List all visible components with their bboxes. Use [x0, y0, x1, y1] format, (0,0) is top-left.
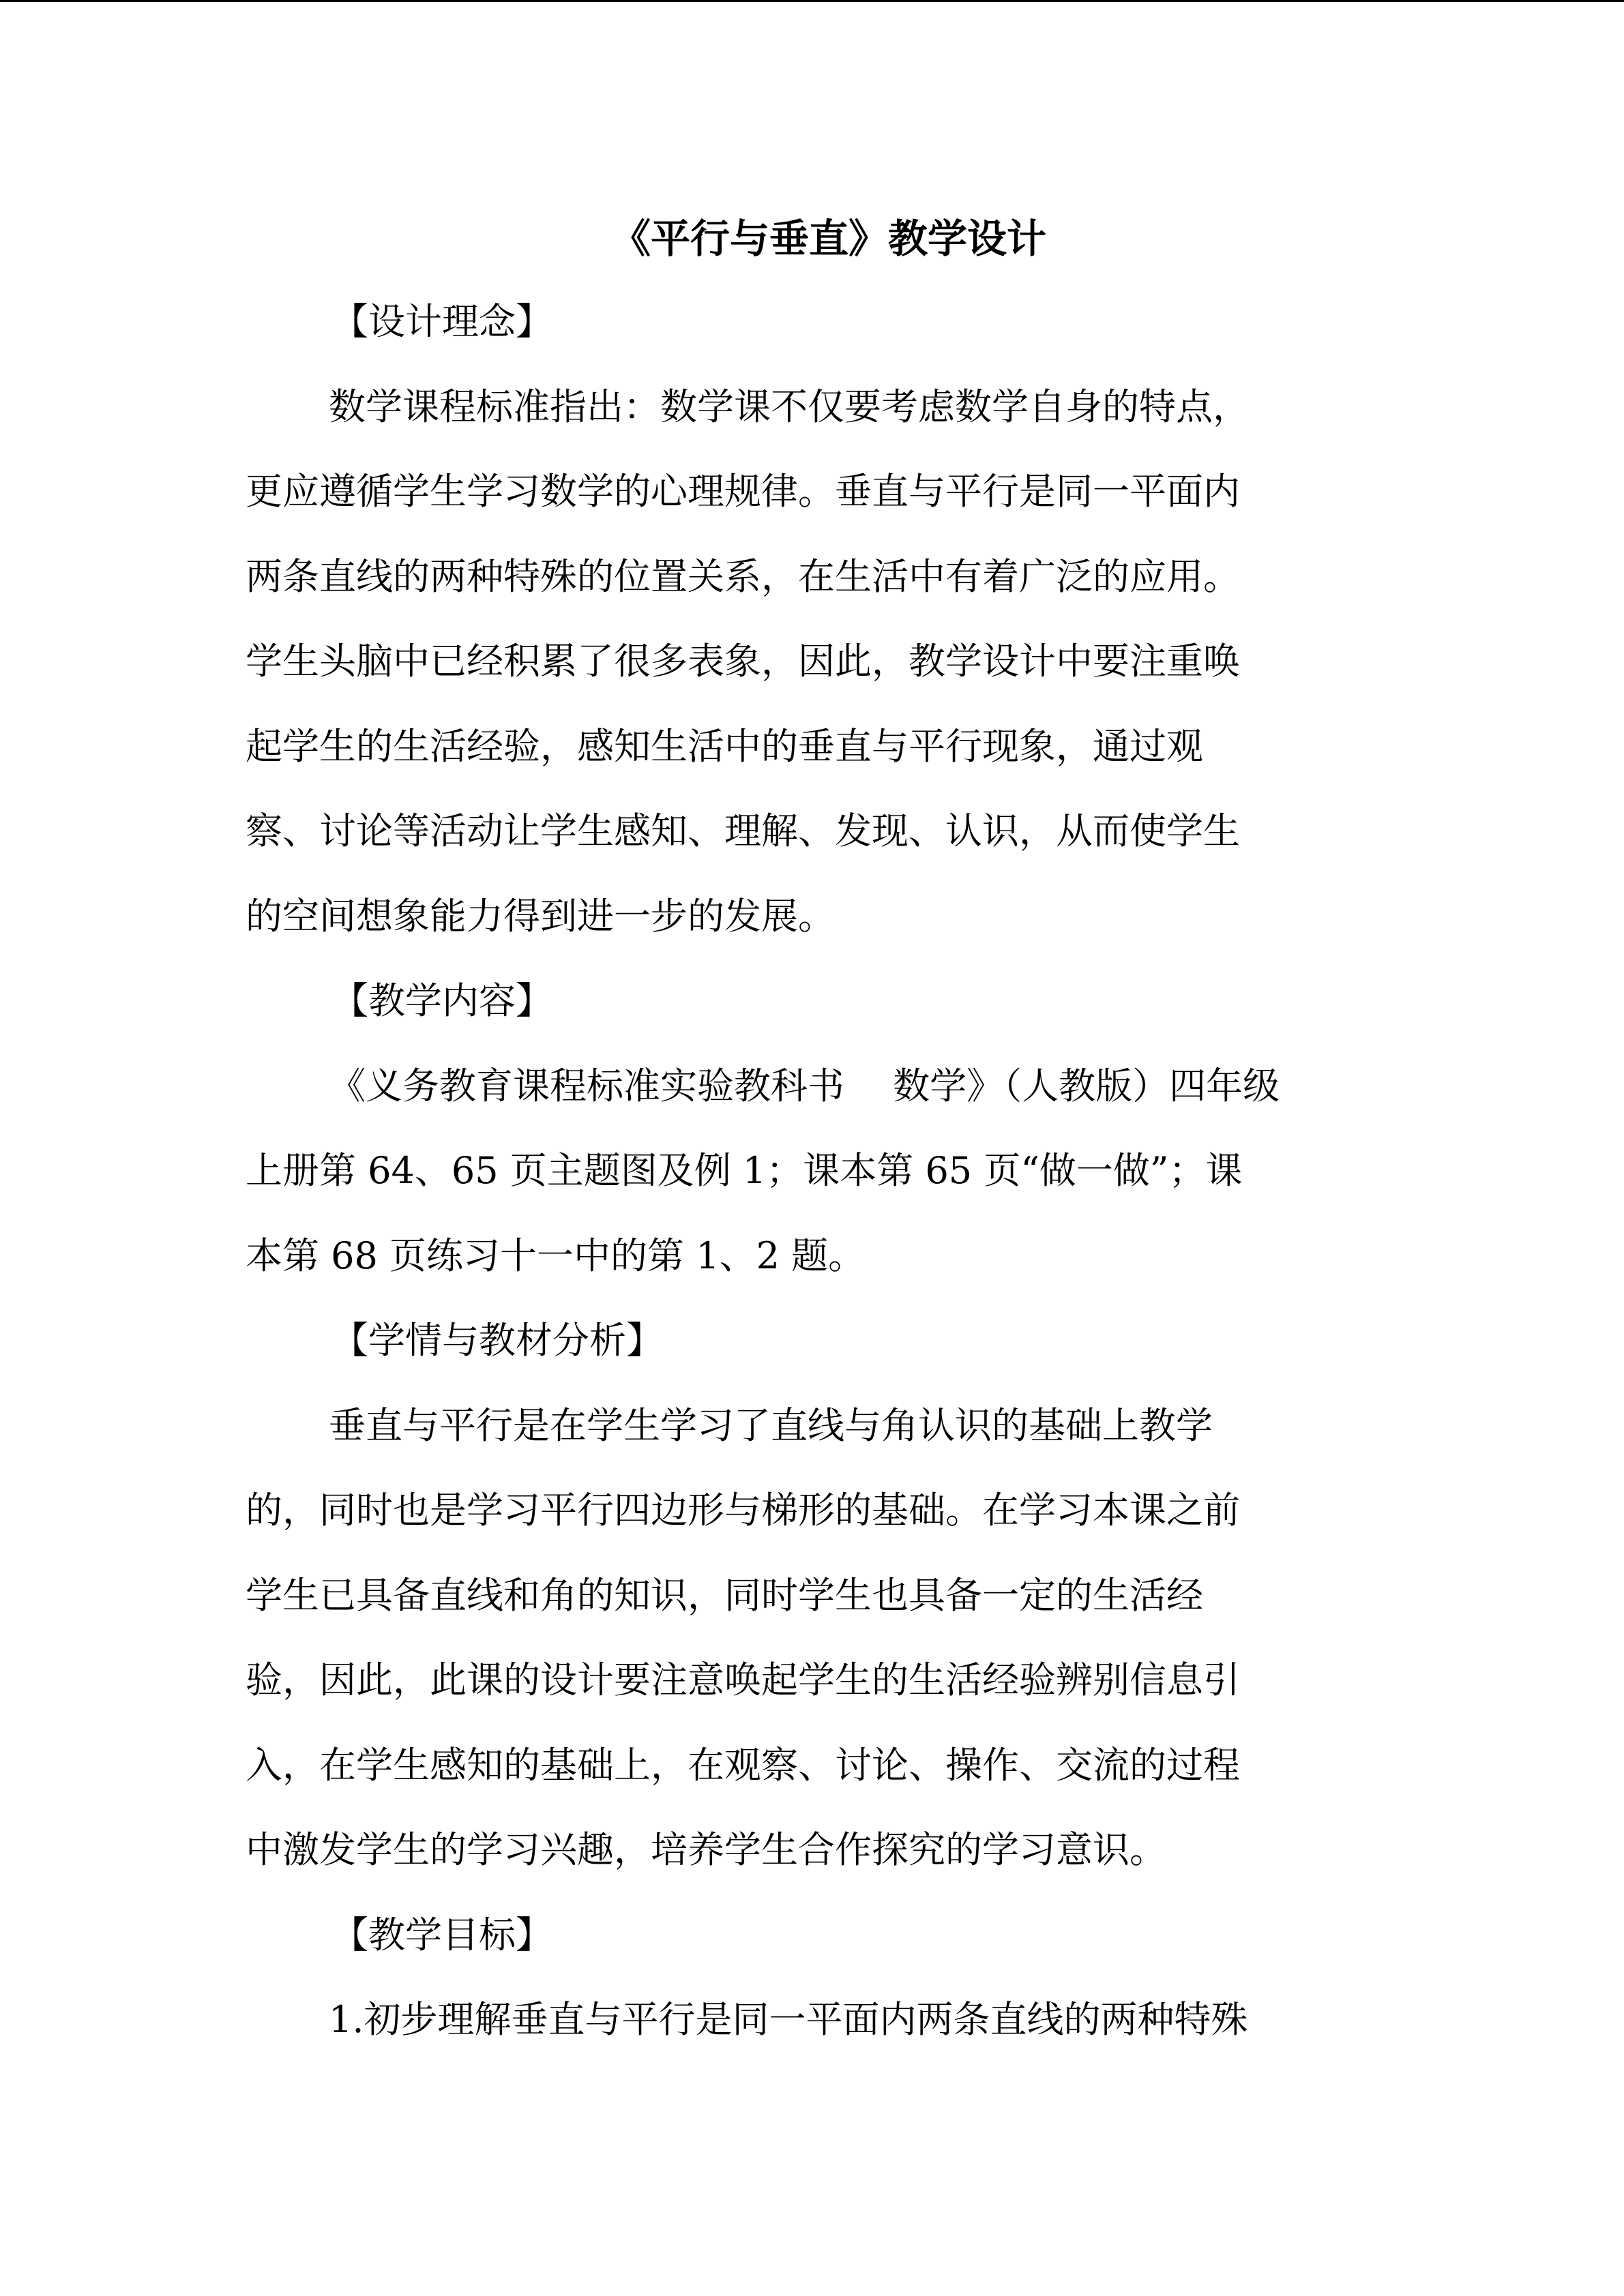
paragraph-line: 本第 68 页练习十一中的第 1、2 题。	[246, 1234, 866, 1277]
paragraph-line: 两条直线的两种特殊的位置关系，在生活中有着广泛的应用。	[246, 554, 1240, 598]
paragraph-line: 入，在学生感知的基础上，在观察、讨论、操作、交流的过程	[246, 1743, 1240, 1787]
paragraph-line: 更应遵循学生学习数学的心理规律。垂直与平行是同一平面内	[246, 470, 1240, 513]
paragraph-line: 的，同时也是学习平行四边形与梯形的基础。在学习本课之前	[246, 1489, 1240, 1532]
paragraph-line: 上册第 64、65 页主题图及例 1；课本第 65 页“做一做”；课	[246, 1149, 1243, 1192]
paragraph-line: 察、讨论等活动让学生感知、理解、发现、认识，从而使学生	[246, 809, 1240, 852]
paragraph-line: 《义务教育课程标准实验教科书 数学》（人教版）四年级	[329, 1064, 1280, 1107]
section-heading: 【学情与教材分析】	[331, 1319, 663, 1362]
paragraph-line: 中激发学生的学习兴趣，培养学生合作探究的学习意识。	[246, 1828, 1166, 1871]
document-body	[246, 280, 1385, 2063]
section-heading: 【教学内容】	[331, 979, 552, 1022]
paragraph-line: 学生头脑中已经积累了很多表象，因此，教学设计中要注重唤	[246, 640, 1240, 683]
paragraph-line: 的空间想象能力得到进一步的发展。	[246, 894, 835, 938]
document-title: 《平行与垂直》教学设计	[610, 215, 1046, 262]
section-heading: 【教学目标】	[331, 1913, 552, 1956]
page-top-border	[0, 0, 1624, 2]
paragraph-line: 起学生的生活经验，感知生活中的垂直与平行现象，通过观	[246, 724, 1203, 768]
document-page	[246, 198, 1385, 2063]
paragraph-line: 学生已具备直线和角的知识，同时学生也具备一定的生活经	[246, 1573, 1203, 1617]
paragraph-line: 数学课程标准指出：数学课不仅要考虑数学自身的特点，	[329, 385, 1250, 428]
paragraph-line: 垂直与平行是在学生学习了直线与角认识的基础上教学	[329, 1403, 1213, 1447]
section-heading: 【设计理念】	[331, 300, 552, 343]
paragraph-line: 验，因此，此课的设计要注意唤起学生的生活经验辨别信息引	[246, 1658, 1240, 1701]
paragraph-line: 1.初步理解垂直与平行是同一平面内两条直线的两种特殊	[329, 1998, 1248, 2041]
